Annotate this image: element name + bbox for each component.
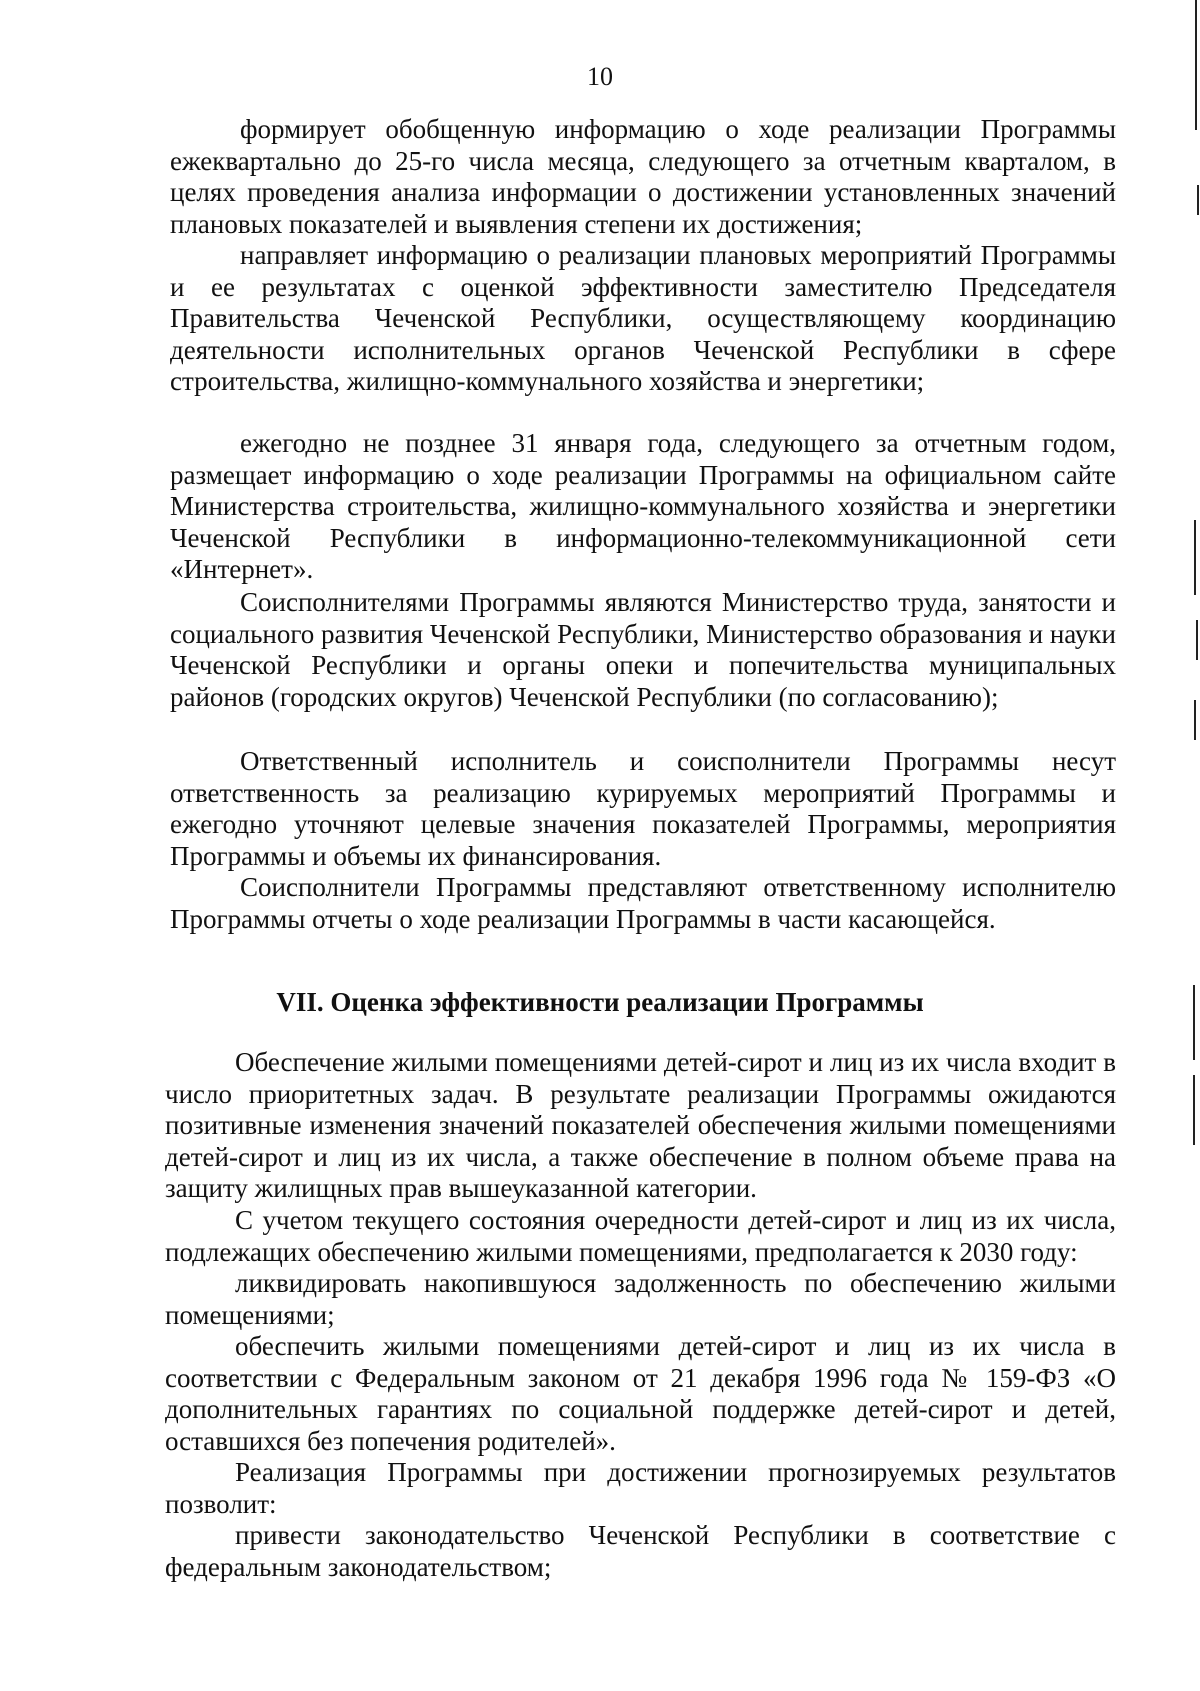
scan-edge-mark xyxy=(1196,620,1198,660)
scan-edge-mark xyxy=(1197,185,1199,215)
scan-edge-mark xyxy=(1194,700,1196,740)
scan-edge-mark xyxy=(1195,0,1197,130)
paragraph: направляет информацию о реализации плановых мероприятий Программы и ее результатах с оценкой эффективности заместителю Председателя Правительства Чеченской Республики, осуществляющему координацию деятельности исполнительных органов Чеченской Республики в сфере строительства, жилищно-коммунального хозяйства и энергетики; xyxy=(170,240,1116,396)
paragraph: ликвидировать накопившуюся задолженность по обеспечению жилыми помещениями; xyxy=(165,1268,1116,1330)
paragraph: Соисполнители Программы представляют ответственному исполнителю Программы отчеты о ходе реализации Программы в части касающейся. xyxy=(170,872,1116,934)
paragraph: привести законодательство Чеченской Республики в соответствие с федеральным законодательством; xyxy=(165,1520,1116,1582)
paragraph: С учетом текущего состояния очередности детей-сирот и лиц из их числа, подлежащих обеспечению жилыми помещениями, предполагается к 2030 году: xyxy=(165,1205,1116,1267)
paragraph: Ответственный исполнитель и соисполнители Программы несут ответственность за реализацию курируемых мероприятий Программы и ежегодно уточняют целевые значения показателей Программы, мероприятия Программы и объемы их финансирования. xyxy=(170,746,1116,871)
paragraph: ежегодно не позднее 31 января года, следующего за отчетным годом, размещает информацию о ходе реализации Программы на официальном сайте Министерства строительства, жилищно-коммунального хозяйства и энергетики Чеченской Республики в информационно-телекоммуникационной сети «Интернет». xyxy=(170,428,1116,584)
paragraph: Соисполнителями Программы являются Министерство труда, занятости и социального развития Чеченской Республики, Министерство образования и науки Чеченской Республики и органы опеки и попечительства муниципальных районов (городских округов) Чеченской Республики (по согласованию); xyxy=(170,587,1116,712)
scan-edge-mark xyxy=(1193,1075,1195,1145)
paragraph: Реализация Программы при достижении прогнозируемых результатов позволит: xyxy=(165,1457,1116,1519)
paragraph: формирует обобщенную информацию о ходе реализации Программы ежеквартально до 25-го числа месяца, следующего за отчетным кварталом, в целях проведения анализа информации о достижении установленных значений плановых показателей и выявления степени их достижения; xyxy=(170,114,1116,239)
section-heading: VII. Оценка эффективности реализации Программы xyxy=(276,987,924,1017)
paragraph: Обеспечение жилыми помещениями детей-сирот и лиц из их числа входит в число приоритетных задач. В результате реализации Программы ожидаются позитивные изменения значений показателей обеспечения жилыми помещениями детей-сирот и лиц из их числа, а также обеспечение в полном объеме права на защиту жилищных прав вышеуказанной категории. xyxy=(165,1047,1116,1203)
scan-edge-mark xyxy=(1193,985,1195,1060)
page-number: 10 xyxy=(587,62,613,91)
scan-edge-mark xyxy=(1194,520,1196,595)
paragraph: обеспечить жилыми помещениями детей-сирот и лиц из их числа в соответствии с Федеральным законом от 21 декабря 1996 года № 159-ФЗ «О дополнительных гарантиях по социальной поддержке детей-сирот и детей, оставшихся без попечения родителей». xyxy=(165,1331,1116,1456)
